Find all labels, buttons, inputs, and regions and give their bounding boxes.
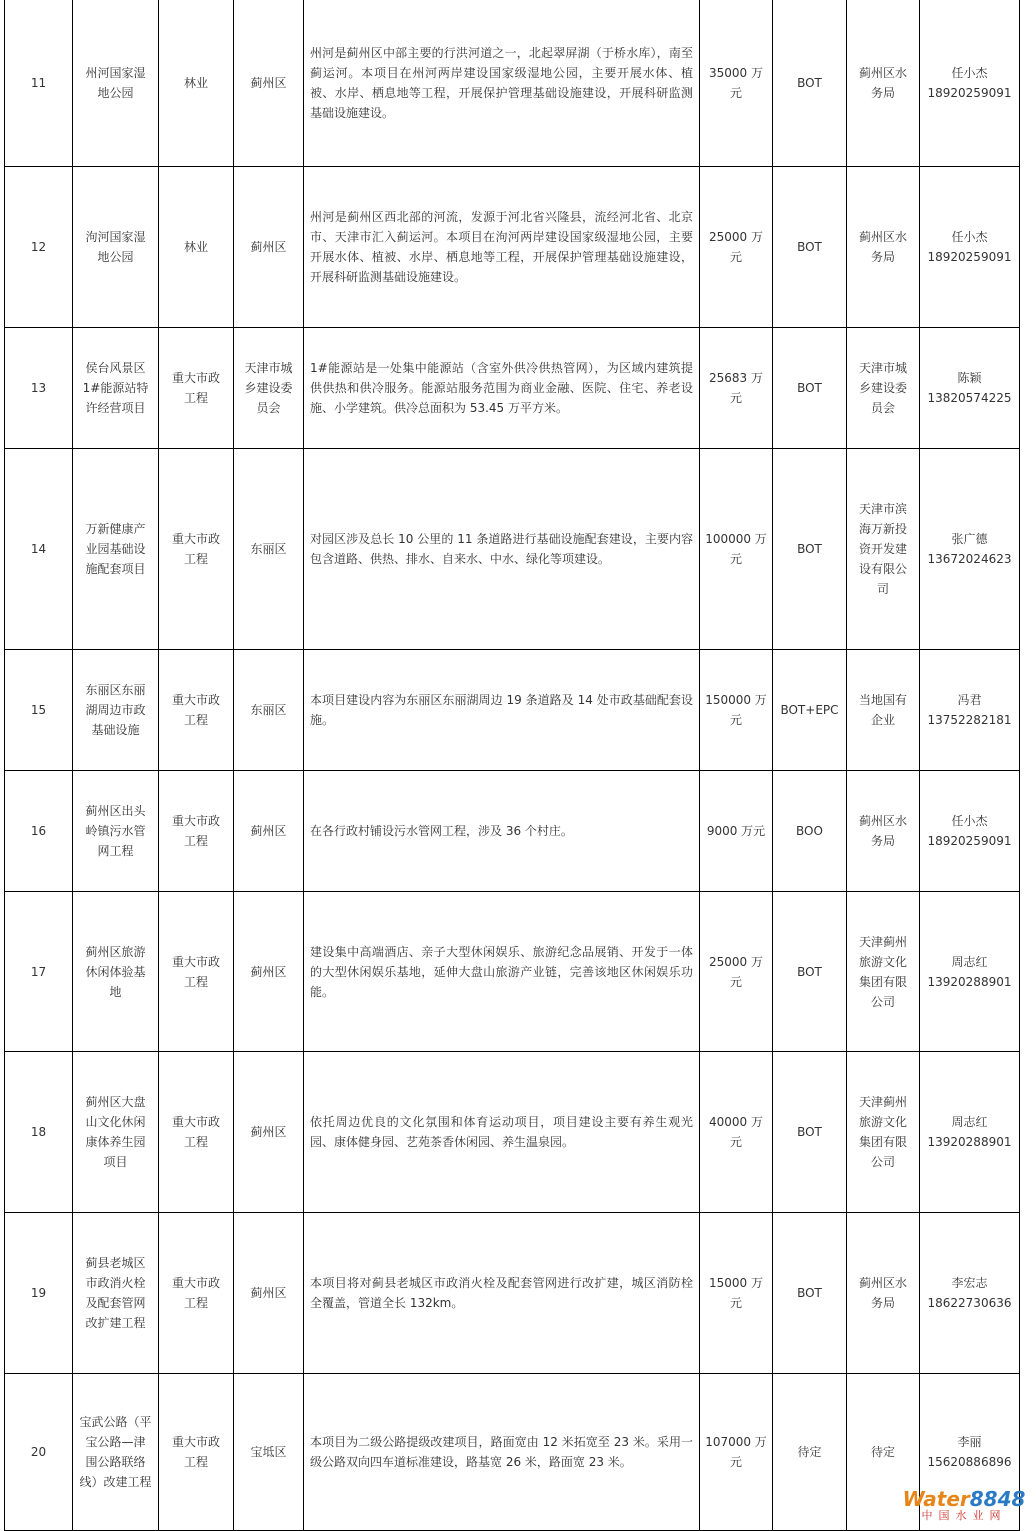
project-name-cell	[73, 167, 159, 328]
project-district: 蓟州区	[250, 1125, 287, 1139]
project-description-cell	[304, 892, 700, 1052]
investment-amount-cell	[700, 328, 773, 449]
contact-person-cell	[920, 328, 1020, 449]
row-number: 16	[30, 824, 47, 838]
project-name: 蓟州区出头 岭镇污水管 网工程	[85, 804, 146, 858]
project-description-cell	[304, 449, 700, 650]
row-number-cell	[5, 0, 73, 167]
cooperation-mode: BOT	[797, 75, 822, 90]
project-description: 本项目为二级公路提级改建项目，路面宽由 12 米拓宽至 23 米。采用一级公路双向四车道标准建设，路基宽 26 米，路面宽 23 米。	[310, 1435, 693, 1469]
watermark-logo: Water8848 中国水业网	[902, 1487, 1026, 1522]
implementing-agency-cell	[847, 328, 920, 449]
implementing-agency-cell	[847, 449, 920, 650]
project-district-cell	[234, 892, 304, 1052]
project-district-cell	[234, 0, 304, 167]
cooperation-mode: BOT	[797, 381, 822, 395]
project-description: 依托周边优良的文化氛围和体育运动项目，项目建设主要有养生观光园、康体健身园、艺苑茶香休闲园、养生温泉园。	[310, 1115, 693, 1149]
project-category: 林业	[183, 240, 208, 254]
project-district-cell	[234, 1052, 304, 1213]
contact-person-cell	[920, 771, 1020, 892]
row-number-cell	[5, 1052, 73, 1213]
table-row	[5, 1374, 1020, 1531]
project-category-cell	[159, 1213, 234, 1374]
project-category-cell	[159, 1052, 234, 1213]
project-name-cell	[73, 0, 159, 167]
row-number-cell	[5, 167, 73, 328]
project-description: 州河是蓟州区西北部的河流，发源于河北省兴隆县，流经河北省、北京市、天津市汇入蓟运河。本项目在泃河两岸建设国家级湿地公园，主要开展水体、植被、水岸、栖息地等工程，开展保护管理基础设施建设，开展科研监测基础设施建设。	[310, 210, 693, 284]
project-district-cell	[234, 328, 304, 449]
investment-amount: 35000 万 元	[709, 65, 763, 100]
project-district: 蓟州区	[250, 964, 287, 979]
project-description-cell	[304, 771, 700, 892]
row-number-cell	[5, 449, 73, 650]
cooperation-mode-cell	[773, 449, 847, 650]
project-name-cell	[73, 1213, 159, 1374]
project-name-cell	[73, 650, 159, 771]
project-district: 宝坻区	[250, 1445, 287, 1459]
implementing-agency-cell	[847, 1213, 920, 1374]
project-category-cell	[159, 167, 234, 328]
table-row	[5, 771, 1020, 892]
project-district: 蓟州区	[250, 75, 287, 90]
implementing-agency: 当地国有 企业	[858, 693, 907, 727]
implementing-agency: 天津蓟州 旅游文化 集团有限 公司	[858, 1095, 907, 1169]
investment-amount-cell	[700, 449, 773, 650]
implementing-agency-cell	[847, 0, 920, 167]
project-name-cell	[73, 1052, 159, 1213]
implementing-agency: 蓟州区水 务局	[858, 1276, 907, 1310]
cooperation-mode: BOO	[796, 824, 823, 838]
implementing-agency-cell	[847, 650, 920, 771]
table-row	[5, 328, 1020, 449]
row-number-cell	[5, 1213, 73, 1374]
investment-amount-cell	[700, 771, 773, 892]
project-district: 东丽区	[250, 703, 287, 717]
cooperation-mode-cell	[773, 1052, 847, 1213]
row-number: 17	[30, 964, 47, 979]
contact-person-cell	[920, 449, 1020, 650]
investment-amount: 100000 万 元	[705, 532, 767, 566]
contact-person: 任小杰 18920259091	[927, 65, 1012, 100]
project-description-cell	[304, 0, 700, 167]
implementing-agency: 蓟州区水 务局	[858, 230, 907, 264]
row-number-cell	[5, 892, 73, 1052]
project-district-cell	[234, 449, 304, 650]
project-category-cell	[159, 650, 234, 771]
row-number: 13	[30, 381, 47, 395]
project-name: 东丽区东丽 湖周边市政 基础设施	[85, 683, 146, 737]
investment-amount-cell	[700, 0, 773, 167]
contact-person-cell	[920, 1052, 1020, 1213]
project-category: 重大市政 工程	[171, 814, 220, 848]
project-name-cell	[73, 771, 159, 892]
project-category-cell	[159, 328, 234, 449]
project-category-cell	[159, 1374, 234, 1531]
project-category: 重大市政 工程	[171, 532, 220, 566]
cooperation-mode: BOT	[797, 240, 822, 254]
investment-amount-cell	[700, 167, 773, 328]
contact-person-cell	[920, 1213, 1020, 1374]
implementing-agency: 天津市城 乡建设委 员会	[858, 361, 907, 415]
project-category-cell	[159, 449, 234, 650]
project-district: 天津市城 乡建设委 员会	[244, 361, 293, 415]
investment-amount: 25683 万 元	[709, 371, 763, 405]
investment-amount: 40000 万 元	[709, 1115, 763, 1149]
project-name: 蓟州区大盘 山文化休闲 康体养生园 项目	[85, 1095, 146, 1169]
contact-person-cell	[920, 0, 1020, 167]
project-description: 在各行政村铺设污水管网工程，涉及 36 个村庄。	[310, 824, 573, 838]
project-district-cell	[234, 167, 304, 328]
project-category: 重大市政 工程	[171, 371, 220, 405]
table-row	[5, 892, 1020, 1052]
cooperation-mode: 待定	[797, 1445, 822, 1459]
investment-amount: 9000 万元	[706, 824, 766, 838]
contact-person-cell	[920, 650, 1020, 771]
table-row	[5, 167, 1020, 328]
row-number: 19	[30, 1286, 47, 1300]
project-description: 1#能源站是一处集中能源站（含室外供冷供热管网），为区域内建筑提供供热和供冷服务。能源站服务范围为商业金融、医院、住宅、养老设施、小学建筑。供冷总面积为 53.45 万平方米。	[310, 361, 693, 415]
project-name: 蓟县老城区 市政消火栓 及配套管网 改扩建工程	[85, 1256, 146, 1330]
project-description-cell	[304, 167, 700, 328]
implementing-agency-cell	[847, 167, 920, 328]
implementing-agency: 蓟州区水 务局	[858, 65, 907, 100]
project-category: 重大市政 工程	[171, 693, 220, 727]
table-row	[5, 449, 1020, 650]
project-category: 重大市政 工程	[171, 1115, 220, 1149]
row-number: 18	[30, 1125, 47, 1139]
contact-person-cell	[920, 167, 1020, 328]
project-name: 侯台风景区 1#能源站特 许经营项目	[82, 361, 149, 415]
project-name: 泃河国家湿 地公园	[85, 230, 146, 264]
project-name: 万新健康产 业园基础设 施配套项目	[85, 522, 146, 576]
investment-amount-cell	[700, 1213, 773, 1374]
row-number: 15	[30, 703, 47, 717]
project-district: 蓟州区	[250, 240, 287, 254]
table-row	[5, 650, 1020, 771]
implementing-agency: 待定	[870, 1445, 895, 1459]
row-number: 14	[30, 542, 47, 556]
investment-amount-cell	[700, 650, 773, 771]
implementing-agency: 天津市滨 海万新投 资开发建 设有限公 司	[858, 502, 907, 596]
cooperation-mode: BOT	[797, 964, 822, 979]
implementing-agency: 蓟州区水 务局	[858, 814, 907, 848]
project-category: 林业	[183, 75, 208, 90]
project-description: 州河是蓟州区中部主要的行洪河道之一，北起翠屏湖（于桥水库），南至蓟运河。本项目在州河两岸建设国家级湿地公园，主要开展水体、植被、水岸、栖息地等工程，开展保护管理基础设施建设，开展科研监测基础设施建设。	[310, 45, 693, 120]
project-description: 对园区涉及总长 10 公里的 11 条道路进行基础设施配套建设，主要内容包含道路、供热、排水、自来水、中水、绿化等项建设。	[310, 532, 693, 566]
project-description-cell	[304, 1374, 700, 1531]
cooperation-mode-cell	[773, 167, 847, 328]
project-name-cell	[73, 1374, 159, 1531]
project-district: 东丽区	[250, 542, 287, 556]
project-district-cell	[234, 650, 304, 771]
investment-amount: 150000 万 元	[705, 693, 767, 727]
row-number: 12	[30, 240, 47, 254]
project-description: 本项目将对蓟县老城区市政消火栓及配套管网进行改扩建，城区消防栓全覆盖，管道全长 132km。	[310, 1276, 693, 1310]
row-number: 20	[30, 1445, 47, 1459]
project-description-cell	[304, 650, 700, 771]
implementing-agency-cell	[847, 771, 920, 892]
investment-amount: 15000 万 元	[709, 1276, 763, 1310]
project-category: 重大市政 工程	[171, 1276, 220, 1310]
project-district-cell	[234, 1213, 304, 1374]
investment-amount-cell	[700, 1052, 773, 1213]
investment-amount: 107000 万 元	[705, 1435, 767, 1469]
cooperation-mode-cell	[773, 1213, 847, 1374]
contact-person: 周志红 13920288901	[927, 1115, 1012, 1149]
project-category: 重大市政 工程	[171, 1435, 220, 1469]
project-name: 宝武公路（平 宝公路—津 围公路联络 线）改建工程	[79, 1415, 152, 1489]
cooperation-mode: BOT+EPC	[780, 703, 839, 717]
contact-person: 任小杰 18920259091	[927, 814, 1012, 848]
row-number-cell	[5, 328, 73, 449]
project-category-cell	[159, 771, 234, 892]
project-district: 蓟州区	[250, 1286, 287, 1300]
project-district-cell	[234, 771, 304, 892]
cooperation-mode: BOT	[797, 542, 822, 556]
implementing-agency-cell	[847, 892, 920, 1052]
project-name-cell	[73, 892, 159, 1052]
project-description: 建设集中高端酒店、亲子大型休闲娱乐、旅游纪念品展销、开发于一体的大型休闲娱乐基地，延伸大盘山旅游产业链，完善该地区休闲娱乐功能。	[310, 944, 693, 999]
project-district: 蓟州区	[250, 824, 287, 838]
contact-person: 陈颖 13820574225	[927, 371, 1012, 405]
contact-person: 冯君 13752282181	[927, 693, 1012, 727]
row-number: 11	[30, 75, 47, 90]
cooperation-mode: BOT	[797, 1125, 822, 1139]
project-description: 本项目建设内容为东丽区东丽湖周边 19 条道路及 14 处市政基础配套设施。	[310, 693, 693, 727]
contact-person-cell	[920, 892, 1020, 1052]
contact-person: 李丽 15620886896	[927, 1435, 1012, 1469]
cooperation-mode-cell	[773, 771, 847, 892]
project-name-cell	[73, 328, 159, 449]
cooperation-mode-cell	[773, 328, 847, 449]
investment-amount: 25000 万 元	[709, 230, 763, 264]
contact-person: 任小杰 18920259091	[927, 230, 1012, 264]
table-row	[5, 0, 1020, 167]
row-number-cell	[5, 1374, 73, 1531]
project-name: 州河国家湿 地公园	[85, 65, 146, 100]
project-category-cell	[159, 0, 234, 167]
project-name-cell	[73, 449, 159, 650]
project-category: 重大市政 工程	[171, 954, 220, 989]
investment-amount-cell	[700, 1374, 773, 1531]
implementing-agency-cell	[847, 1052, 920, 1213]
project-description-cell	[304, 1052, 700, 1213]
project-description-cell	[304, 1213, 700, 1374]
row-number-cell	[5, 771, 73, 892]
cooperation-mode: BOT	[797, 1286, 822, 1300]
cooperation-mode-cell	[773, 650, 847, 771]
table-row	[5, 1213, 1020, 1374]
contact-person: 李宏志 18622730636	[927, 1276, 1012, 1310]
investment-amount-cell	[700, 892, 773, 1052]
table-row	[5, 1052, 1020, 1213]
project-table	[4, 0, 1020, 1531]
project-description-cell	[304, 328, 700, 449]
project-name: 蓟州区旅游 休闲体验基 地	[85, 944, 146, 999]
investment-amount: 25000 万 元	[709, 954, 763, 989]
implementing-agency: 天津蓟州 旅游文化 集团有限 公司	[858, 934, 907, 1009]
contact-person: 张广德 13672024623	[927, 532, 1012, 566]
cooperation-mode-cell	[773, 1374, 847, 1531]
row-number-cell	[5, 650, 73, 771]
project-district-cell	[234, 1374, 304, 1531]
contact-person: 周志红 13920288901	[927, 954, 1012, 989]
project-category-cell	[159, 892, 234, 1052]
cooperation-mode-cell	[773, 0, 847, 167]
cooperation-mode-cell	[773, 892, 847, 1052]
